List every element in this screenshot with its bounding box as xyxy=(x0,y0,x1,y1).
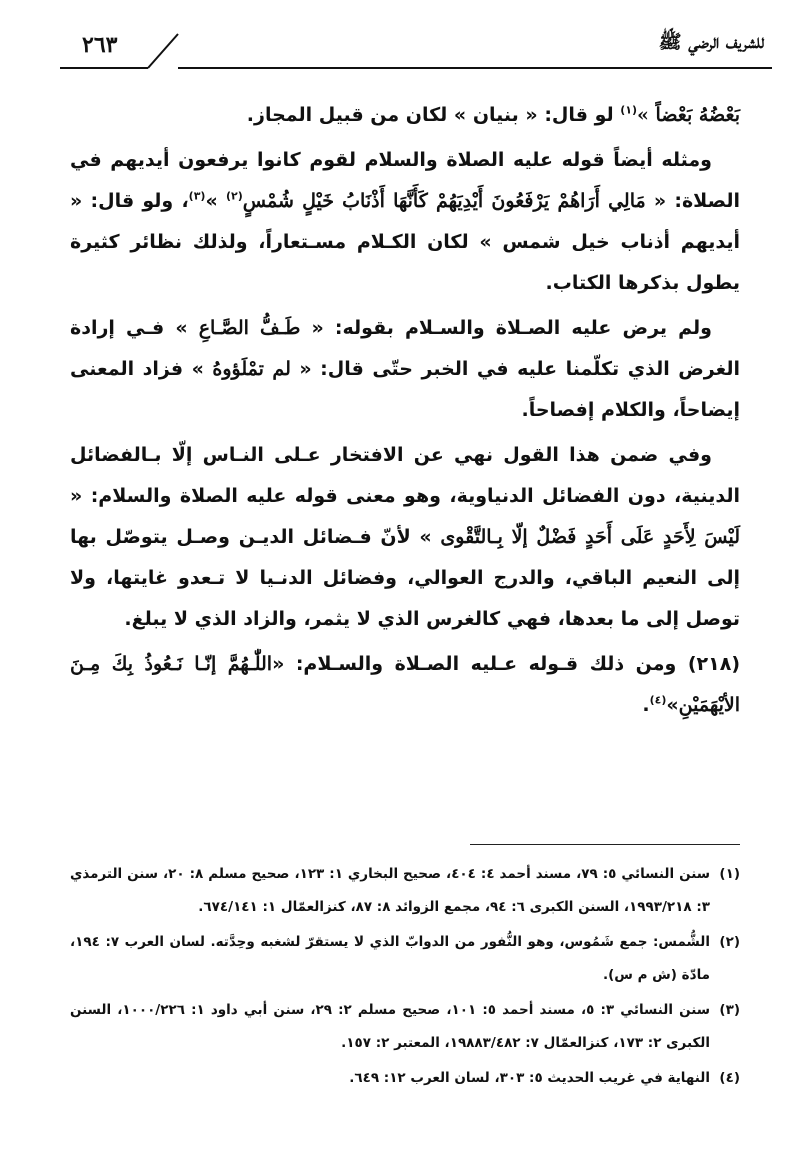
paragraph-text: ومن ذلك قـوله عـليه الصـلاة والسـلام: « xyxy=(272,653,688,675)
paragraph-text: » فـي إرادة الغرض الذي تكلّمنا عليه في الخبر حتّى قال: « xyxy=(70,317,740,380)
hadith-quote: مَالِي أَرَاهُمْ يَرْفَعُونَ أَيْدِيَهُمْ كَأَنَّهَا أَذْنَابُ خَيْلٍ شُمْسٍ xyxy=(242,190,646,212)
paragraph-5 xyxy=(70,644,740,726)
paragraph-text: وفي ضمن هذا القول نهي عن الافتخار عـلى النـاس إلّا بـالفضائل الدينية، دون الفضائل الدنياوية، وهو معنى قوله عليه الصلاة والسلام: « xyxy=(70,444,740,507)
quote-text: بَعْضُهُ بَعْضاً » xyxy=(637,104,740,126)
header-title: للشريف الرضي ﷺ xyxy=(658,31,764,53)
hadith-quote: اللّٰـهُمَّ إنّـا نَـعُوذُ بِكَ مِـنَ الأيْهَمَيْنِ xyxy=(70,653,740,716)
footnote xyxy=(70,858,740,924)
footnote-number: (٤) xyxy=(719,1070,740,1086)
paragraph-end: . xyxy=(642,694,650,716)
footnote-text: الشُّمس: جمع شَمُوس، وهو النُّفور من الدوابّ الذي لا يستقرّ لشغبه وحِدَّته. لسان العرب ٧: ١٩٤، مادّة (ش م س). xyxy=(70,934,710,983)
footnote-ref: (٣) xyxy=(188,189,206,203)
hadith-quote: لم تمْلَؤوهُ xyxy=(212,358,291,380)
footnote-number: (١) xyxy=(719,866,740,882)
quote-close: » xyxy=(666,694,679,716)
footnote-number: (٣) xyxy=(719,1002,740,1018)
footnote xyxy=(70,994,740,1060)
paragraph-text: ولم يرض عليه الصـلاة والسـلام بقوله: « xyxy=(300,317,712,339)
footnote-ref: (٢) xyxy=(225,189,243,203)
paragraph-text: ومثله أيضاً قوله عليه الصلاة والسلام لقوم كانوا يرفعون أيديهم في الصلاة: « xyxy=(70,149,740,212)
running-header xyxy=(60,22,772,72)
entry-number: (٢١٨) xyxy=(687,653,741,675)
paragraph-2 xyxy=(70,140,740,304)
footnote xyxy=(70,1062,740,1095)
paragraph-text: لو قال: « بنيان » لكان من قبيل المجاز. xyxy=(246,104,621,126)
footnote-number: (٢) xyxy=(719,934,740,950)
hadith-quote: لَيْسَ لِأَحَدٍ عَلَى أَحَدٍ فَضْلٌ إلّا بِـالتَّقْوى xyxy=(440,526,740,548)
paragraph-text: » لأنّ فـضائل الديـن وصـل يتوصّل بها إلى النعيم الباقي، والدرج العوالي، وفضائل الدنـيا لا تـعدو غايتها، ولا توصل إلى ما بعدها، فهي كالغرس الذي لا يثمر، والزاد الذي لا يبلغ. xyxy=(70,526,740,630)
page-number: ٢٦٣ xyxy=(82,32,118,58)
hadith-quote: طَـفُّ الصَّـاعِ xyxy=(198,317,301,339)
footnote-text: سنن النسائي ٣: ٥، مسند أحمد ٥: ١٠١، صحيح مسلم ٢: ٢٩، سنن أبي داود ١: ١٠٠٠/٢٢٦، السنن الكبرى ٢: ١٧٣، كنزالعمّال ٧: ١٩٨٨٣/٤٨٢، المعتبر ٢: ١٥٧. xyxy=(70,1002,711,1051)
footnote xyxy=(70,926,740,992)
paragraph-4 xyxy=(70,435,740,640)
paragraph-3 xyxy=(70,308,740,431)
footnote-separator xyxy=(470,844,740,845)
footnote-ref: (١) xyxy=(620,103,638,117)
paragraph-text: » فزاد المعنى إيضاحاً، والكلام إفصاحاً. xyxy=(70,358,740,421)
footnote-ref: (٤) xyxy=(649,693,667,707)
footnote-text: سنن النسائي ٥: ٧٩، مسند أحمد ٤: ٤٠٤، صحيح البخاري ١: ١٢٣، صحيح مسلم ٨: ٢٠، سنن الترمذي ٣: ١٩٩٣/٢١٨، السنن الكبرى ٦: ٩٤، مجمع الزوائد ٨: ٨٧، كنزالعمّال ١: ٦٧٤/١٤١. xyxy=(70,866,711,915)
footnote-text: النهاية في غريب الحديث ٥: ٣٠٣، لسان العرب ١٢: ٦٤٩. xyxy=(349,1070,710,1086)
quote-close: » xyxy=(205,190,226,212)
paragraph-1 xyxy=(70,95,740,136)
paragraph-text: ، ولو قال: « أيديهم أذناب خيل شمس » لكان الكـلام مسـتعاراً، ولذلك نظائر كثيرة يطول بذكرها الكتاب. xyxy=(70,190,740,294)
footnotes xyxy=(70,858,740,1097)
main-text xyxy=(70,95,740,730)
